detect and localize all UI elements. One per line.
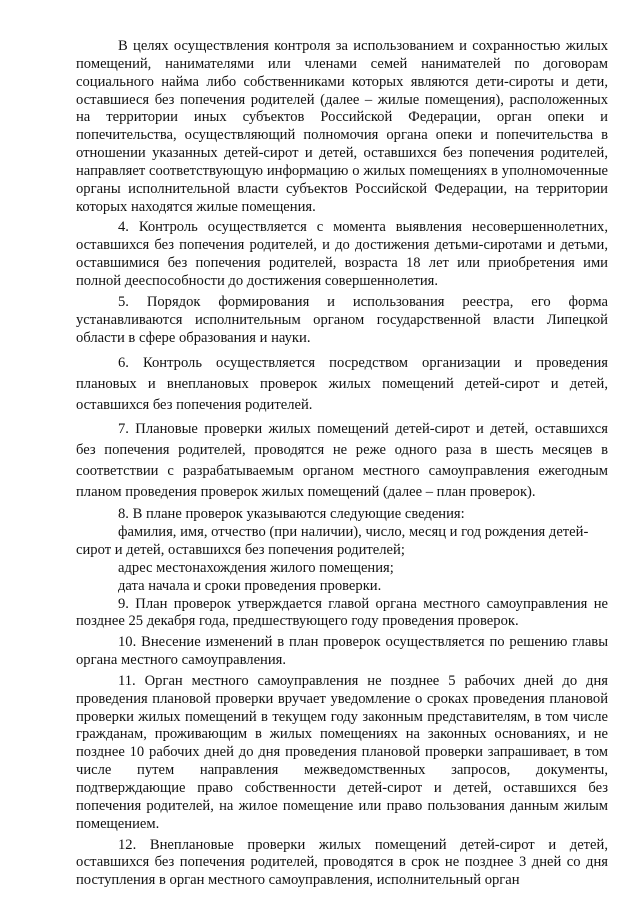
paragraph-intro: В целях осуществления контроля за использованием и сохранностью жилых помещений, нанимателями или членами семей нанимателей по договорам социального найма либо собственниками которых являются дети-сироты и дети, оставшиеся без попечения родителей (далее – жилые помещения), расположенных на территории иных субъектов Российской Федерации, орган опеки и попечительства, осуществляющий полномочия органа опеки и попечительства в отношении указанных детей-сирот и детей, оставшихся без попечения родителей, направляет соответствующую информацию о жилых помещениях в уполномоченные органы исполнительной власти субъектов Российской Федерации, на территории которых находятся жилые помещения. <box>76 38 608 215</box>
paragraph-5: 5. Порядок формирования и использования реестра, его форма устанавливаются исполнительным органом государственной власти Липецкой области в сфере образования и науки. <box>76 293 608 346</box>
paragraph-9: 9. План проверок утверждается главой органа местного самоуправления не позднее 25 декабря года, предшествующего году проведения проверок. <box>76 595 608 630</box>
list-item-address: адрес местонахождения жилого помещения; <box>118 559 394 576</box>
paragraph-4: 4. Контроль осуществляется с момента выявления несовершеннолетних, оставшихся без попечения родителей, и до достижения детьми-сиротами и детьми, оставшимися без попечения родителей, возраста 18 лет или приобретения ими полной дееспособности до достижения совершеннолетия. <box>76 219 608 289</box>
document-page <box>76 38 608 890</box>
paragraph-12: 12. Внеплановые проверки жилых помещений детей-сирот и детей, оставшихся без попечения родителей, проводятся в срок не позднее 3 дней со дня поступления в орган местного самоуправления, исполнительный орган <box>76 836 608 889</box>
paragraph-6: 6. Контроль осуществляется посредством организации и проведения плановых и внеплановых проверок жилых помещений детей-сирот и детей, оставшихся без попечения родителей. <box>76 355 608 414</box>
list-item-dates: дата начала и сроки проведения проверки. <box>118 577 382 594</box>
paragraph-10: 10. Внесение изменений в план проверок осуществляется по решению главы органа местного самоуправления. <box>76 634 608 669</box>
paragraph-8: 8. В плане проверок указываются следующие сведения: <box>118 506 465 523</box>
paragraph-7: 7. Плановые проверки жилых помещений детей-сирот и детей, оставшихся без попечения родителей, проводятся не реже одного раза в шесть месяцев в соответствии с разрабатываемым органом местного самоуправления ежегодным планом проведения проверок жилых помещений (далее – план проверок). <box>76 421 608 501</box>
list-item-full-name: фамилия, имя, отчество (при наличии), число, месяц и год рождения детей-сирот и детей, оставшихся без попечения родителей; <box>76 524 589 559</box>
paragraph-11: 11. Орган местного самоуправления не позднее 5 рабочих дней до дня проведения плановой проверки вручает уведомление о сроках проведения плановой проверки жилых помещений в текущем году законным представителям, в том числе гражданам, проживающим в жилых помещениях на законных основаниях, и не позднее 10 рабочих дней до дня проведения плановой проверки запрашивает, в том числе путем направления межведомственных запросов, документы, подтверждающие право собственности детей-сирот и детей, оставшихся без попечения родителей, на жилое помещение или право пользования данным жилым помещением. <box>76 672 608 832</box>
